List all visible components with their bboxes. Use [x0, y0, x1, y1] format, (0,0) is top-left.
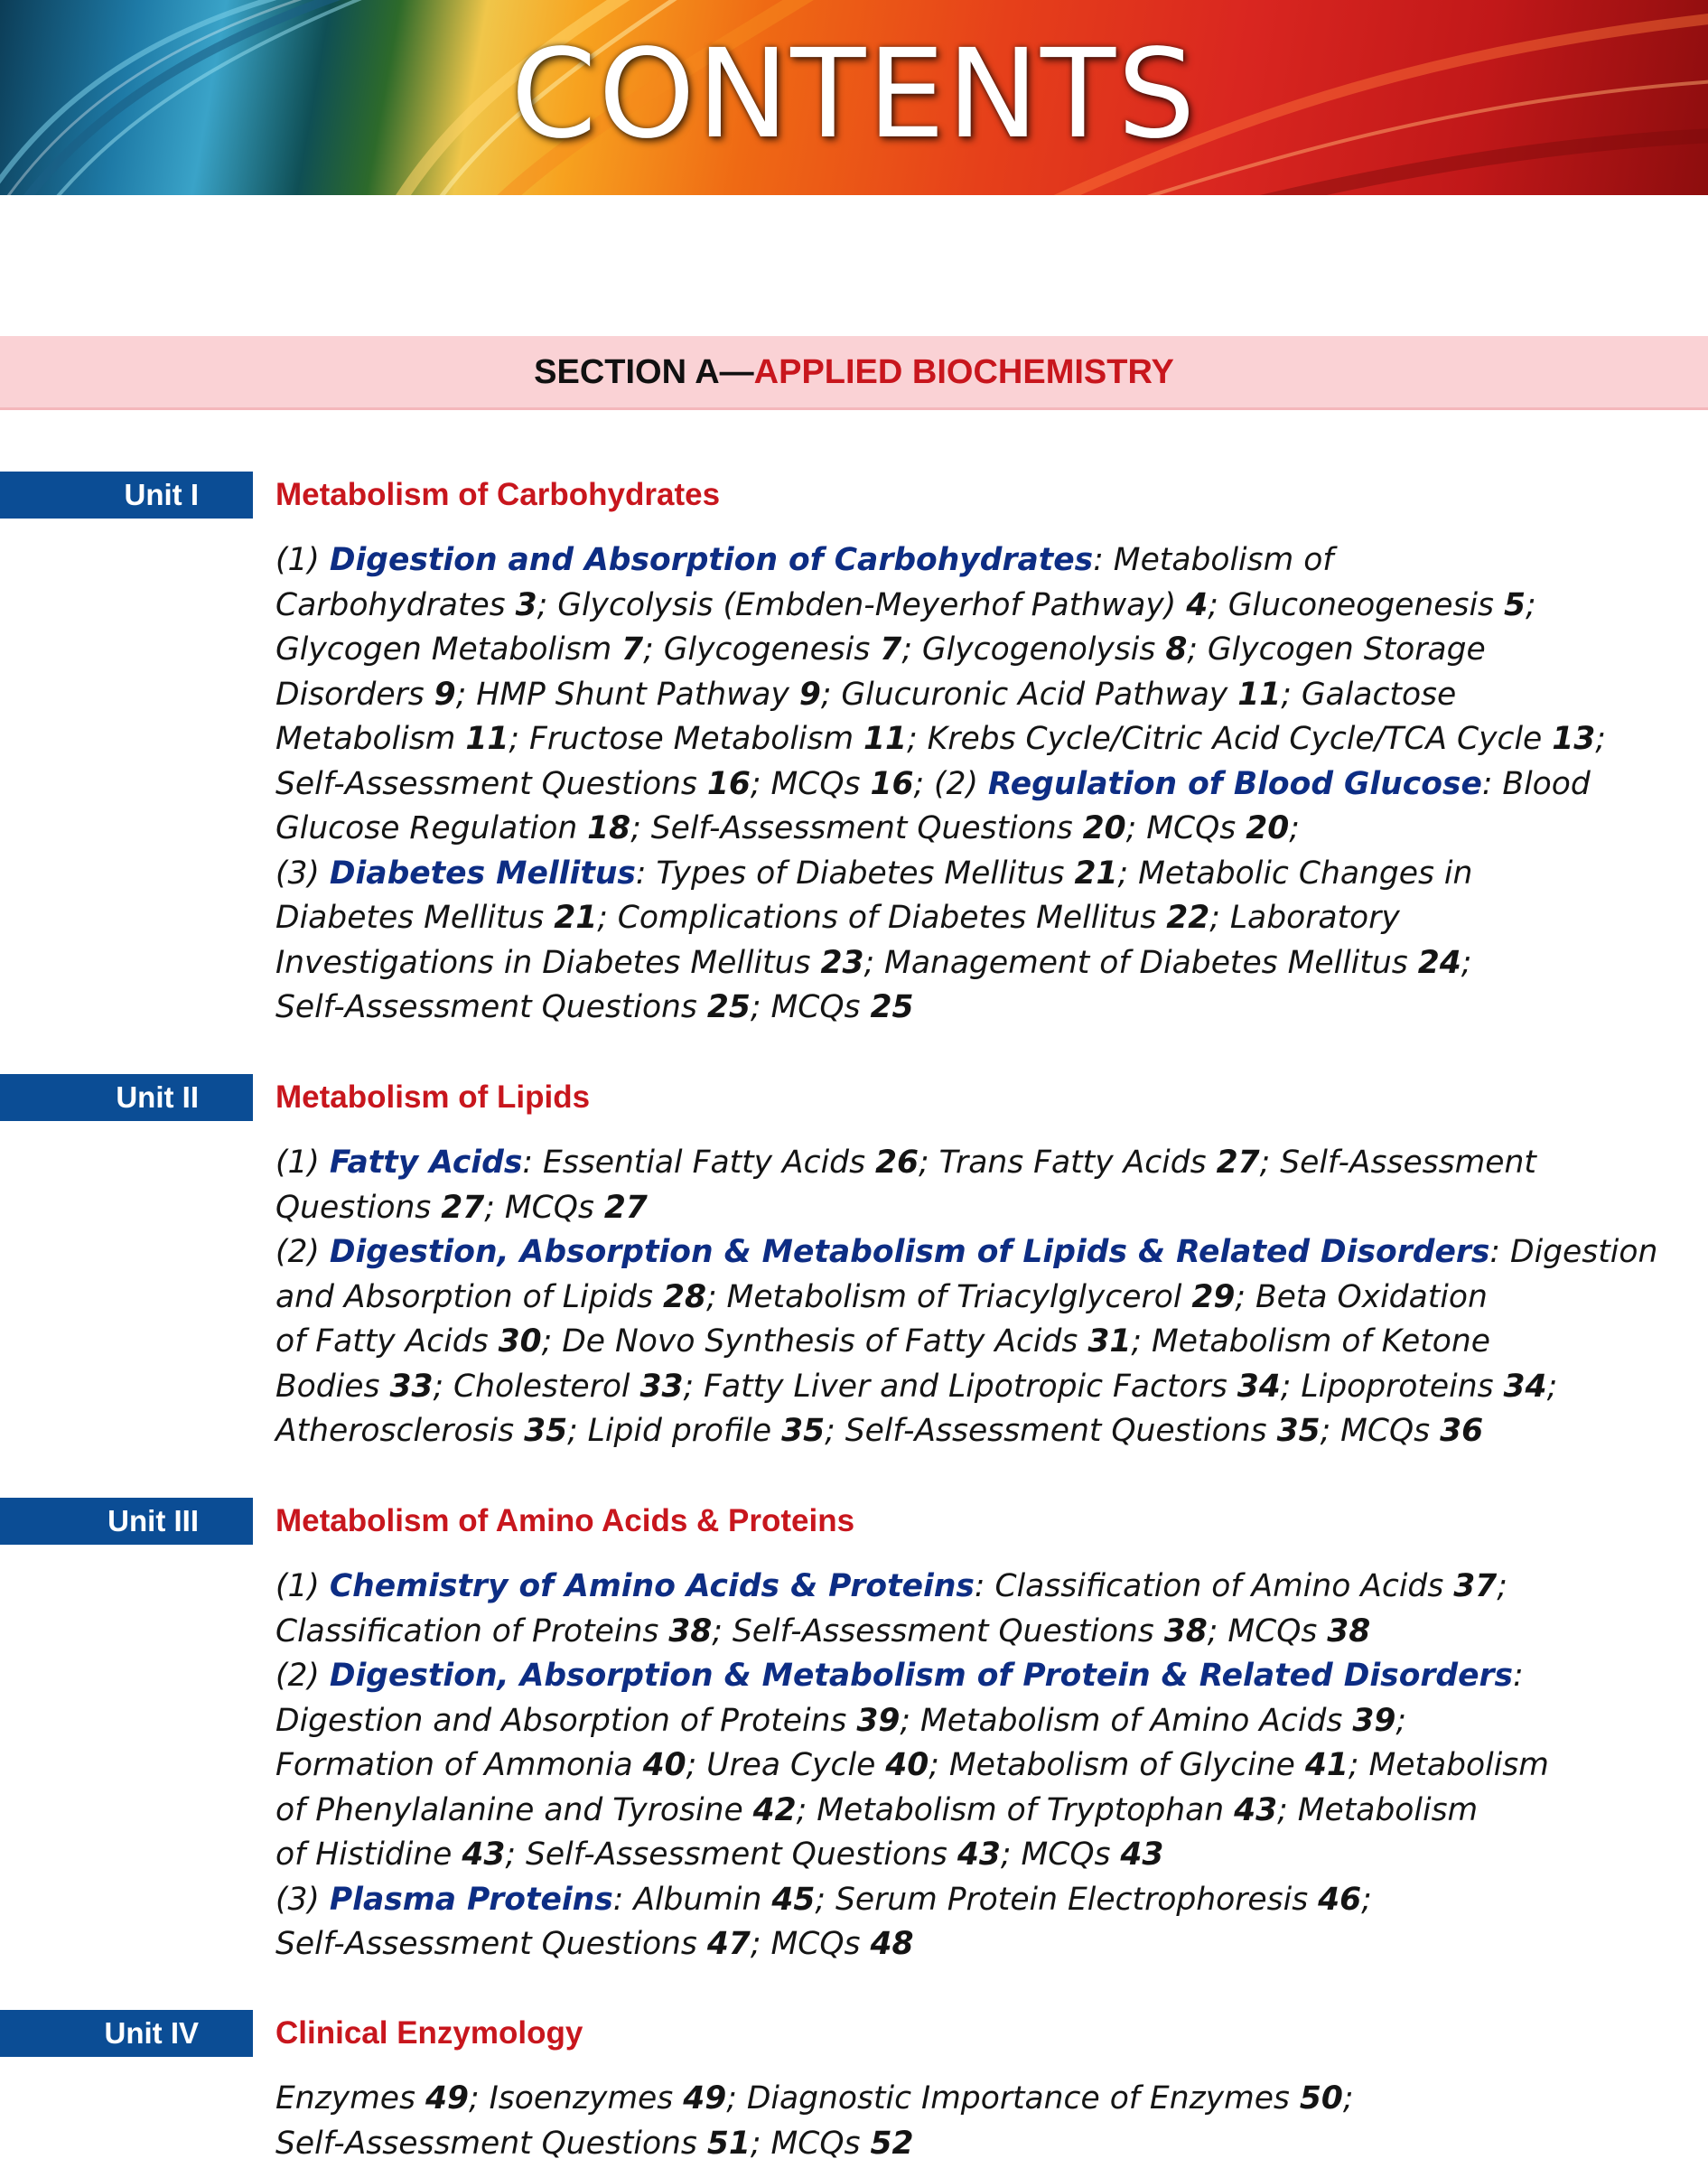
- entry-text: ; Metabolism of Amino Acids: [900, 1702, 1353, 1739]
- unit-label: Unit II: [0, 1074, 253, 1121]
- page-number: 47: [706, 1926, 751, 1962]
- unit-label: Unit III: [0, 1498, 253, 1545]
- entry-text: Questions: [275, 1189, 442, 1226]
- entry-text: ; Metabolism of Triacylglycerol: [705, 1278, 1192, 1315]
- unit-title: Metabolism of Carbohydrates: [275, 477, 721, 512]
- contents-line: [275, 896, 1585, 941]
- entry-text: ; Metabolism of Glycine: [929, 1747, 1305, 1783]
- page-number: 40: [642, 1747, 686, 1783]
- entry-text: Classification of Proteins: [275, 1612, 669, 1649]
- page-number: 51: [706, 2125, 751, 2162]
- entry-text: Glycogen Metabolism: [275, 631, 622, 668]
- entry-text: ;: [1461, 944, 1472, 981]
- contents-line: [275, 1743, 1585, 1789]
- entry-text: : Digestion: [1489, 1234, 1658, 1270]
- page-number: 24: [1417, 944, 1461, 981]
- entry-text: ; Gluconeogenesis: [1208, 586, 1504, 623]
- unit-title: Clinical Enzymology: [275, 2015, 583, 2051]
- page-number: 7: [880, 631, 902, 668]
- entry-text: ; HMP Shunt Pathway: [455, 676, 799, 713]
- entry-text: ; Glycogenesis: [643, 631, 881, 668]
- entry-text: ; (2): [913, 765, 988, 802]
- contents-line: [275, 1699, 1585, 1744]
- entry-text: ; Galactose: [1281, 676, 1457, 713]
- contents-line: [275, 1878, 1585, 1923]
- contents-line: [275, 1833, 1585, 1878]
- page-number: 38: [668, 1612, 713, 1649]
- subsection-title: Fatty Acids: [329, 1145, 523, 1181]
- entry-text: of Phenylalanine and Tyrosine: [275, 1791, 753, 1828]
- page-number: 4: [1186, 586, 1209, 623]
- page-number: 27: [603, 1189, 648, 1226]
- subsection-title: Regulation of Blood Glucose: [987, 765, 1482, 802]
- entry-text: ; Self-Assessment: [1259, 1145, 1536, 1181]
- entry-text: Bodies: [275, 1368, 390, 1405]
- page-number: 50: [1299, 2080, 1343, 2117]
- page-number: 43: [462, 1836, 506, 1873]
- entry-text: ; Glycogen Storage: [1187, 631, 1486, 668]
- entry-text: :: [1513, 1658, 1524, 1694]
- page-number: 9: [434, 676, 456, 713]
- entry-text: ;: [1342, 2080, 1354, 2117]
- entry-text: ; Isoenzymes: [468, 2080, 684, 2117]
- subsection-title: Chemistry of Amino Acids & Proteins: [329, 1568, 975, 1604]
- contents-line: [275, 1141, 1585, 1186]
- entry-text: ; Lipoproteins: [1280, 1368, 1504, 1405]
- contents-line: [275, 1365, 1585, 1410]
- unit-label: Unit I: [0, 472, 253, 519]
- page-number: 35: [524, 1413, 568, 1449]
- page-number: 30: [498, 1323, 542, 1360]
- contents-line: [275, 628, 1585, 673]
- page-number: 16: [706, 765, 751, 802]
- section-name: APPLIED BIOCHEMISTRY: [753, 353, 1174, 391]
- contents-line: [275, 1610, 1585, 1655]
- entry-text: Investigations in Diabetes Mellitus: [275, 944, 821, 981]
- entry-text: ; Metabolism: [1277, 1791, 1479, 1828]
- entry-text: ; Lipid profile: [567, 1413, 782, 1449]
- contents-line: [275, 1565, 1585, 1610]
- entry-text: ; Management of Diabetes Mellitus: [863, 944, 1418, 981]
- page-number: 43: [1234, 1791, 1278, 1828]
- entry-text: ; Cholesterol: [433, 1368, 640, 1405]
- page-number: 40: [885, 1747, 929, 1783]
- page-number: 35: [1276, 1413, 1321, 1449]
- entry-text: ; Krebs Cycle/Citric Acid Cycle/TCA Cycle: [907, 721, 1553, 757]
- page-number: 39: [856, 1702, 901, 1739]
- unit-entries: [275, 538, 1606, 1031]
- entry-text: ; MCQs: [1125, 810, 1246, 846]
- entry-text: Digestion and Absorption of Proteins: [275, 1702, 857, 1739]
- entry-text: ;: [1395, 1702, 1406, 1739]
- entry-text: ; Trans Fatty Acids: [919, 1145, 1217, 1181]
- entry-text: ;: [1289, 810, 1300, 846]
- page-number: 16: [870, 765, 914, 802]
- page-number: 28: [662, 1278, 706, 1315]
- entry-text: ;: [1497, 1568, 1507, 1604]
- entry-text: Disorders: [275, 676, 434, 713]
- entry-text: ; Urea Cycle: [686, 1747, 886, 1783]
- unit-title: Metabolism of Amino Acids & Proteins: [275, 1503, 855, 1538]
- page-number: 9: [798, 676, 821, 713]
- page-number: 49: [425, 2080, 469, 2117]
- page-number: 52: [870, 2125, 914, 2162]
- contents-line: [275, 762, 1591, 808]
- contents-line: [275, 1922, 1585, 1967]
- page-number: 42: [752, 1791, 797, 1828]
- entry-text: ; MCQs: [750, 989, 871, 1025]
- entry-text: Formation of Ammonia: [275, 1747, 643, 1783]
- page-number: 11: [1237, 676, 1282, 713]
- contents-line: [275, 941, 1585, 986]
- entry-text: Self-Assessment Questions: [275, 989, 707, 1025]
- contents-line: [275, 1789, 1585, 1834]
- page-number: 35: [781, 1413, 826, 1449]
- contents-line: [275, 1230, 1658, 1276]
- entry-text: ; Diagnostic Importance of Enzymes: [726, 2080, 1300, 2117]
- entry-text: ; Laboratory: [1209, 900, 1400, 936]
- page-number: 21: [1074, 855, 1118, 892]
- page-number: 34: [1503, 1368, 1547, 1405]
- page-number: 13: [1552, 721, 1596, 757]
- page-number: 43: [957, 1836, 1001, 1873]
- unit-label: Unit IV: [0, 2010, 253, 2057]
- contents-line: [275, 1276, 1585, 1321]
- contents-banner: [0, 0, 1708, 195]
- entry-text: : Essential Fatty Acids: [522, 1145, 876, 1181]
- entry-text: ; Metabolic Changes in: [1117, 855, 1473, 892]
- entry-text: Self-Assessment Questions: [275, 2125, 707, 2162]
- page-number: 7: [621, 631, 644, 668]
- entry-text: (2): [275, 1658, 330, 1694]
- subsection-title: Digestion, Absorption & Metabolism of Protein & Related Disorders: [329, 1658, 1514, 1694]
- page-number: 37: [1453, 1568, 1498, 1604]
- entry-text: ; Self-Assessment Questions: [825, 1413, 1277, 1449]
- page-number: 20: [1082, 810, 1126, 846]
- page-number: 33: [639, 1368, 684, 1405]
- unit-entries: [275, 1565, 1585, 1967]
- entry-text: (3): [275, 1881, 330, 1918]
- page-number: 26: [875, 1145, 919, 1181]
- page-number: 11: [465, 721, 509, 757]
- contents-line: [275, 986, 1585, 1031]
- entry-text: ;: [1526, 586, 1536, 623]
- unit-title: Metabolism of Lipids: [275, 1079, 591, 1115]
- entry-text: ; Self-Assessment Questions: [712, 1612, 1164, 1649]
- page-number: 34: [1237, 1368, 1281, 1405]
- entry-text: ; Glycogenolysis: [901, 631, 1166, 668]
- subsection-title: Diabetes Mellitus: [329, 855, 636, 892]
- entry-text: (2): [275, 1234, 330, 1270]
- subsection-title: Plasma Proteins: [329, 1881, 613, 1918]
- unit-entries: [275, 1141, 1658, 1454]
- page-number: 41: [1304, 1747, 1349, 1783]
- page-number: 18: [587, 810, 631, 846]
- contents-line: [275, 1320, 1585, 1365]
- contents-line: [275, 538, 1585, 584]
- page-number: 27: [1216, 1145, 1260, 1181]
- page-number: 33: [389, 1368, 434, 1405]
- entry-text: ;: [1595, 721, 1606, 757]
- page-number: 8: [1165, 631, 1188, 668]
- entry-text: Atherosclerosis: [275, 1413, 525, 1449]
- entry-text: ; MCQs: [1000, 1836, 1121, 1873]
- contents-line: [275, 673, 1585, 718]
- entry-text: ; Fatty Liver and Lipotropic Factors: [683, 1368, 1237, 1405]
- contents-line: [275, 1186, 1585, 1231]
- entry-text: Carbohydrates: [275, 586, 516, 623]
- entry-text: ; Metabolism of Ketone: [1131, 1323, 1490, 1360]
- entry-text: ; Beta Oxidation: [1235, 1278, 1488, 1315]
- contents-line: [275, 852, 1585, 897]
- entry-text: ; MCQs: [484, 1189, 604, 1226]
- entry-text: Glucose Regulation: [275, 810, 588, 846]
- page-title: CONTENTS: [510, 23, 1198, 166]
- page-number: 36: [1440, 1413, 1484, 1449]
- entry-text: ; MCQs: [1207, 1612, 1328, 1649]
- entry-text: (1): [275, 542, 330, 578]
- entry-text: (3): [275, 855, 330, 892]
- entry-text: Self-Assessment Questions: [275, 765, 707, 802]
- entry-text: ; Metabolism of Tryptophan: [796, 1791, 1235, 1828]
- entry-text: ; MCQs: [750, 1926, 871, 1962]
- page-number: 48: [870, 1926, 914, 1962]
- entry-text: (1): [275, 1145, 330, 1181]
- entry-text: : Metabolism of: [1093, 542, 1334, 578]
- unit-entries: [275, 2077, 1585, 2166]
- page-number: 25: [870, 989, 914, 1025]
- page-number: 38: [1327, 1612, 1371, 1649]
- contents-line: [275, 2077, 1585, 2122]
- entry-text: ; MCQs: [750, 765, 871, 802]
- contents-line: [275, 1654, 1585, 1699]
- contents-line: [275, 807, 1585, 852]
- page-number: 21: [554, 900, 598, 936]
- contents-line: [275, 1409, 1585, 1454]
- entry-text: Self-Assessment Questions: [275, 1926, 707, 1962]
- page-number: 39: [1352, 1702, 1396, 1739]
- contents-line: [275, 2122, 1585, 2167]
- page-number: 20: [1246, 810, 1290, 846]
- subsection-title: Digestion, Absorption & Metabolism of Lipids & Related Disorders: [329, 1234, 1490, 1270]
- entry-text: Enzymes: [275, 2080, 425, 2117]
- entry-text: ; Self-Assessment Questions: [505, 1836, 957, 1873]
- contents-line: [275, 584, 1585, 629]
- entry-text: ; Self-Assessment Questions: [630, 810, 1083, 846]
- page-number: 11: [863, 721, 908, 757]
- entry-text: ; Complications of Diabetes Mellitus: [597, 900, 1167, 936]
- entry-text: : Classification of Amino Acids: [974, 1568, 1454, 1604]
- subsection-title: Digestion and Absorption of Carbohydrates: [329, 542, 1094, 578]
- entry-text: ; De Novo Synthesis of Fatty Acids: [541, 1323, 1088, 1360]
- entry-text: ;: [1361, 1881, 1372, 1918]
- page-number: 29: [1191, 1278, 1236, 1315]
- page-number: 22: [1166, 900, 1210, 936]
- entry-text: ; Metabolism: [1348, 1747, 1549, 1783]
- entry-text: and Absorption of Lipids: [275, 1278, 663, 1315]
- page-number: 43: [1120, 1836, 1164, 1873]
- entry-text: : Albumin: [612, 1881, 772, 1918]
- entry-text: ; MCQs: [1320, 1413, 1441, 1449]
- section-prefix: SECTION A—: [534, 353, 754, 391]
- contents-line: [275, 717, 1606, 762]
- entry-text: of Histidine: [275, 1836, 462, 1873]
- entry-text: (1): [275, 1568, 330, 1604]
- page-number: 46: [1318, 1881, 1362, 1918]
- entry-text: ; Serum Protein Electrophoresis: [815, 1881, 1319, 1918]
- page-number: 25: [706, 989, 751, 1025]
- entry-text: ; Glycolysis (Embden-Meyerhof Pathway): [537, 586, 1187, 623]
- page-number: 38: [1163, 1612, 1208, 1649]
- page-number: 27: [441, 1189, 485, 1226]
- entry-text: of Fatty Acids: [275, 1323, 499, 1360]
- entry-text: ;: [1546, 1368, 1558, 1405]
- section-heading: [0, 336, 1708, 410]
- page-number: 23: [820, 944, 864, 981]
- page-number: 31: [1087, 1323, 1132, 1360]
- entry-text: : Blood: [1481, 765, 1591, 802]
- page-number: 49: [683, 2080, 727, 2117]
- entry-text: ; MCQs: [750, 2125, 871, 2162]
- entry-text: Metabolism: [275, 721, 466, 757]
- page-number: 5: [1504, 586, 1526, 623]
- entry-text: Diabetes Mellitus: [275, 900, 555, 936]
- entry-text: ; Fructose Metabolism: [509, 721, 864, 757]
- page-number: 45: [771, 1881, 816, 1918]
- entry-text: : Types of Diabetes Mellitus: [635, 855, 1075, 892]
- page-number: 3: [515, 586, 537, 623]
- entry-text: ; Glucuronic Acid Pathway: [820, 676, 1238, 713]
